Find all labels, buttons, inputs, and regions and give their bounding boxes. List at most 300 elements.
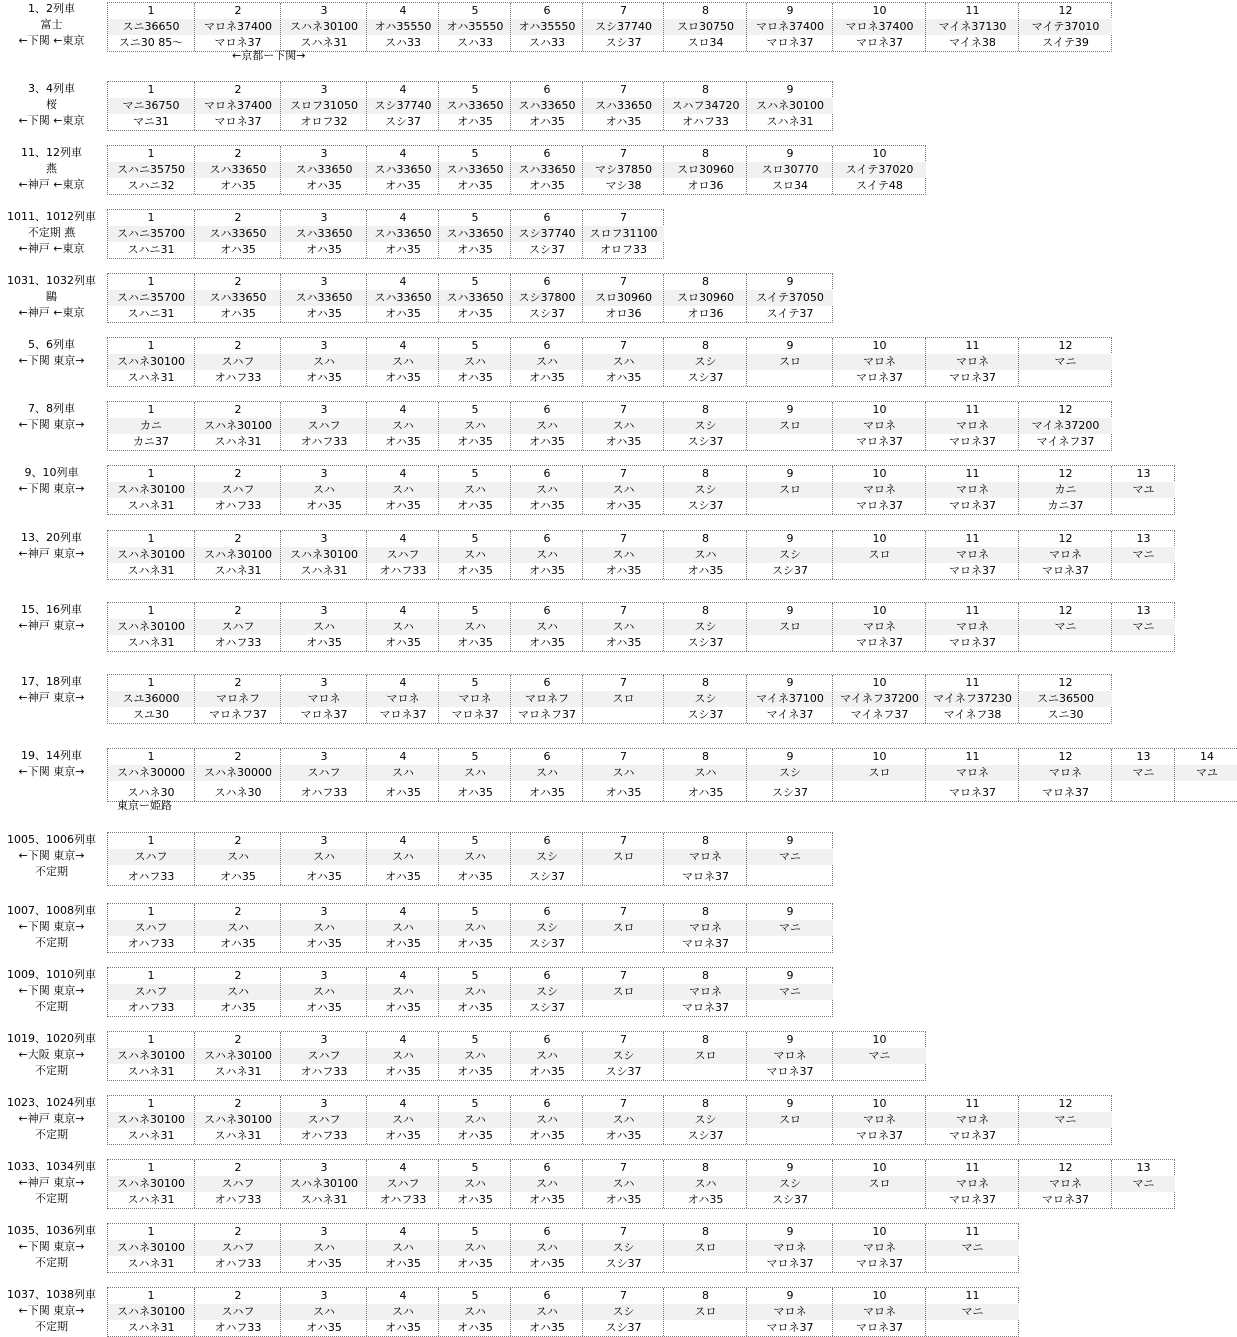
- car-type: スハネ30100: [281, 547, 367, 563]
- car-class: オハ35: [385, 937, 421, 950]
- car-number: 4: [399, 339, 407, 352]
- train-label-line: 不定期: [35, 1192, 68, 1205]
- car-class: [926, 1320, 1019, 1336]
- car-type: スロ: [664, 1240, 747, 1256]
- car-type: スハネ30100: [108, 354, 194, 370]
- section-note: 東京ー姫路: [117, 799, 172, 812]
- car-number: 7: [620, 1161, 627, 1174]
- car-type: スハ: [367, 354, 439, 370]
- car-type: スシ: [664, 619, 747, 635]
- car-type: スハ: [511, 1112, 583, 1128]
- car-number: 12: [1058, 1161, 1073, 1174]
- car-type: マシ37850: [583, 162, 664, 178]
- car-class: オハ35: [306, 1321, 342, 1334]
- car-number: 1: [147, 339, 155, 352]
- train-label: [0, 81, 103, 129]
- car-cell: [582, 675, 664, 723]
- car-type: スハ: [367, 619, 439, 635]
- car-number: 1: [147, 211, 155, 224]
- car-cell: [582, 402, 664, 450]
- car-number: 5: [471, 969, 479, 982]
- car-number: 5: [471, 1033, 479, 1046]
- car-type: スハ: [583, 482, 664, 498]
- car-class: オハ35: [385, 499, 421, 512]
- car-class: マロネ37: [1042, 1193, 1089, 1206]
- train-label: [0, 903, 103, 951]
- car-class: オハ35: [605, 1129, 642, 1142]
- car-number: 9: [786, 1289, 794, 1302]
- car-type: スロ30960: [664, 162, 747, 178]
- car-number: 12: [1058, 467, 1073, 480]
- car-type: スハフ: [367, 1176, 439, 1192]
- car-class: [664, 1064, 747, 1080]
- car-class: オハ35: [306, 937, 342, 950]
- car-number: 5: [471, 532, 479, 545]
- car-number: 3: [320, 604, 328, 617]
- car-number: 10: [872, 604, 887, 617]
- train-label: [0, 1159, 103, 1207]
- car-number: 11: [965, 532, 980, 545]
- car-number: 1: [147, 604, 155, 617]
- car-class: スハニ32: [127, 179, 175, 192]
- car-number: 8: [702, 834, 709, 847]
- car-cell: [510, 531, 583, 579]
- car-type: スハ: [195, 920, 281, 936]
- car-type: マイネフ37200: [833, 691, 926, 707]
- car-class: オハ35: [385, 786, 421, 799]
- car-type: スハ: [511, 619, 583, 635]
- car-cell: [438, 466, 511, 514]
- car-number: 4: [399, 532, 407, 545]
- car-number: 8: [702, 4, 709, 17]
- car-class: スシ37: [385, 115, 421, 128]
- car-class: オハフ33: [682, 115, 729, 128]
- car-cell: [832, 749, 926, 801]
- car-type: マニ: [833, 1048, 926, 1064]
- car-type: スハ33650: [367, 290, 439, 306]
- car-number: 4: [399, 275, 407, 288]
- car-class: オハ35: [605, 636, 642, 649]
- car-type: スハ: [439, 920, 511, 936]
- car-type: スシ: [747, 547, 833, 563]
- car-class: マロネ37: [856, 435, 903, 448]
- car-class: オハフ33: [214, 1257, 262, 1270]
- car-type: スハ33650: [195, 290, 281, 306]
- car-class: オハ35: [385, 1129, 421, 1142]
- car-cell: [280, 1288, 367, 1336]
- car-class: スハネ31: [127, 371, 175, 384]
- car-class: スシ37: [772, 564, 808, 577]
- train-label: [0, 401, 103, 433]
- car-cell: [925, 675, 1019, 723]
- car-number: 4: [399, 83, 407, 96]
- car-cell: [280, 1160, 367, 1208]
- train-label: [0, 674, 103, 706]
- car-class: オハ35: [457, 1257, 493, 1270]
- car-cell: [663, 82, 747, 130]
- train-label: [0, 209, 103, 257]
- car-class: スシ37: [605, 1257, 642, 1270]
- car-class: オハ35: [605, 786, 642, 799]
- car-number: 9: [786, 532, 794, 545]
- car-number: 3: [320, 750, 328, 763]
- car-number: 1: [147, 905, 155, 918]
- car-class: オハ35: [605, 564, 642, 577]
- car-number: 8: [702, 147, 709, 160]
- car-cell: [366, 1032, 439, 1080]
- car-class: オロ36: [687, 307, 724, 320]
- car-number: 13: [1136, 604, 1151, 617]
- car-class: スハニ31: [127, 307, 175, 320]
- car-cell: [663, 904, 747, 952]
- car-type: スハ33650: [439, 98, 511, 114]
- car-cell: [510, 402, 583, 450]
- car-class: [1112, 563, 1175, 579]
- car-type: マロネ: [926, 547, 1019, 563]
- car-type: スハフ: [108, 920, 194, 936]
- car-type: スハ: [511, 1304, 583, 1320]
- car-class: オハ35: [306, 371, 342, 384]
- car-class: マロネ37: [856, 371, 903, 384]
- car-cell: [438, 833, 511, 885]
- car-cell: [582, 274, 664, 322]
- car-number: 3: [320, 211, 328, 224]
- train-label-line: 1031、1032列車: [7, 274, 96, 287]
- car-cell: [582, 338, 664, 386]
- car-number: 5: [471, 147, 479, 160]
- car-number: 4: [399, 905, 407, 918]
- car-cell: [832, 603, 926, 651]
- car-cell: [510, 675, 583, 723]
- car-cell: [108, 210, 194, 258]
- car-cell: [194, 1096, 281, 1144]
- car-number: 9: [786, 275, 794, 288]
- car-class: スシ37: [605, 36, 642, 49]
- car-number: 9: [786, 1097, 794, 1110]
- car-cell: [194, 146, 281, 194]
- train-label-line: ←神戸 東京→: [18, 619, 85, 632]
- car-type: スハ: [367, 482, 439, 498]
- car-type: スハ33650: [367, 162, 439, 178]
- train-label-line: ←神戸 東京→: [18, 1112, 85, 1125]
- formation-table: [107, 465, 1175, 515]
- car-class: オハ35: [457, 499, 493, 512]
- car-class: オハ35: [385, 1065, 421, 1078]
- car-cell: [194, 1288, 281, 1336]
- car-class: オハ35: [385, 636, 421, 649]
- car-cell: [663, 1224, 747, 1272]
- car-type: マロネ: [926, 765, 1019, 781]
- car-cell: [510, 603, 583, 651]
- car-cell: [510, 1096, 583, 1144]
- car-type: スハ: [281, 482, 367, 498]
- car-cell: [194, 466, 281, 514]
- train-label: [0, 1, 103, 49]
- car-number: 2: [234, 1289, 242, 1302]
- car-cell: [510, 1160, 583, 1208]
- car-class: オハ35: [385, 179, 421, 192]
- car-number: 5: [471, 905, 479, 918]
- car-type: マロネ: [833, 482, 926, 498]
- car-cell: [108, 1096, 194, 1144]
- car-type: マロネ37400: [747, 19, 833, 35]
- car-cell: [582, 603, 664, 651]
- car-class: スハネ31: [127, 1129, 175, 1142]
- car-cell: [925, 603, 1019, 651]
- car-cell: [438, 675, 511, 723]
- car-type: スハ: [439, 984, 511, 1000]
- car-class: オハフ33: [379, 1193, 427, 1206]
- car-number: 3: [320, 969, 328, 982]
- car-class: [664, 1256, 747, 1272]
- car-class: マニ31: [133, 115, 169, 128]
- car-type: スハネ30100: [108, 1048, 194, 1064]
- car-cell: [746, 1096, 833, 1144]
- car-cell: [194, 1032, 281, 1080]
- car-class: スシ37: [687, 435, 724, 448]
- car-type: スハ: [281, 619, 367, 635]
- car-cell: [746, 3, 833, 51]
- car-number: 10: [872, 750, 887, 763]
- car-class: スハネ31: [127, 1321, 175, 1334]
- car-class: [747, 936, 833, 952]
- car-class: [747, 370, 833, 386]
- formation-table: [107, 401, 1112, 451]
- car-type: スハ: [511, 1048, 583, 1064]
- car-class: [583, 936, 664, 952]
- car-class: オハフ33: [300, 786, 348, 799]
- car-cell: [438, 531, 511, 579]
- car-cell: [280, 531, 367, 579]
- train-label-line: 不定期: [35, 1128, 68, 1141]
- car-number: 6: [543, 750, 551, 763]
- car-class: オハ35: [220, 937, 256, 950]
- car-number: 1: [147, 403, 155, 416]
- car-cell: [280, 1032, 367, 1080]
- car-class: オハフ33: [127, 1001, 175, 1014]
- car-type: スロ: [747, 482, 833, 498]
- car-class: マシ38: [605, 179, 642, 192]
- car-type: マロネ37400: [833, 19, 926, 35]
- car-class: オハ35: [529, 636, 565, 649]
- car-class: オハ35: [220, 179, 256, 192]
- car-number: 4: [399, 211, 407, 224]
- car-number: 1: [147, 1161, 155, 1174]
- car-number: 4: [399, 1161, 407, 1174]
- car-number: 10: [872, 676, 887, 689]
- car-class: オハフ33: [214, 499, 262, 512]
- car-class: マロネ37: [949, 435, 996, 448]
- car-cell: [438, 82, 511, 130]
- car-number: 3: [320, 4, 328, 17]
- car-class: オハ35: [605, 371, 642, 384]
- car-number: 4: [399, 467, 407, 480]
- car-cell: [1018, 402, 1112, 450]
- car-class: オハ35: [687, 1193, 724, 1206]
- car-cell: [366, 338, 439, 386]
- car-cell: [438, 968, 511, 1016]
- car-number: 6: [543, 467, 551, 480]
- car-type: スシ: [511, 849, 583, 865]
- car-class: マロネ37: [766, 1321, 814, 1334]
- car-type: スロ: [583, 984, 664, 1000]
- car-cell: [925, 466, 1019, 514]
- car-cell: [194, 82, 281, 130]
- car-class: スシ37: [772, 786, 808, 799]
- car-cell: [194, 338, 281, 386]
- car-class: スシ37: [529, 243, 565, 256]
- car-number: 4: [399, 750, 407, 763]
- car-number: 6: [543, 211, 551, 224]
- car-type: スハ: [367, 849, 439, 865]
- car-cell: [280, 338, 367, 386]
- car-cell: [663, 402, 747, 450]
- car-number: 8: [702, 403, 709, 416]
- car-number: 2: [234, 275, 242, 288]
- car-type: スロ: [747, 1112, 833, 1128]
- car-cell: [194, 402, 281, 450]
- car-cell: [438, 146, 511, 194]
- car-cell: [108, 1224, 194, 1272]
- car-class: スハニ31: [127, 243, 175, 256]
- car-type: スハ: [664, 547, 747, 563]
- car-class: [1112, 1192, 1175, 1208]
- car-number: 7: [620, 467, 627, 480]
- car-type: スシ37740: [511, 226, 583, 242]
- formation-table: [107, 337, 1112, 387]
- car-cell: [194, 274, 281, 322]
- car-class: マロネ37: [856, 1257, 903, 1270]
- car-class: オハ35: [220, 243, 256, 256]
- car-class: マロネ37: [856, 499, 903, 512]
- car-type: スロ: [747, 354, 833, 370]
- car-number: 1: [147, 834, 155, 847]
- car-type: マイネフ37230: [926, 691, 1019, 707]
- car-cell: [194, 749, 281, 801]
- car-class: スニ30: [1047, 708, 1084, 721]
- car-type: マロネ: [664, 984, 747, 1000]
- car-type: スニ36500: [1019, 691, 1112, 707]
- car-number: 12: [1058, 4, 1073, 17]
- car-number: 2: [234, 211, 242, 224]
- car-cell: [438, 1160, 511, 1208]
- car-class: オロフ33: [600, 243, 647, 256]
- car-cell: [108, 146, 194, 194]
- car-class: マロネ37: [766, 36, 814, 49]
- train-label-line: ←神戸 ←東京: [18, 242, 85, 255]
- car-number: 7: [620, 83, 627, 96]
- car-cell: [925, 3, 1019, 51]
- car-cell: [366, 531, 439, 579]
- car-cell: [663, 274, 747, 322]
- car-type: スハ: [367, 984, 439, 1000]
- car-cell: [510, 1288, 583, 1336]
- car-number: 11: [965, 1289, 980, 1302]
- formation-table: [107, 967, 833, 1017]
- car-class: オハ35: [220, 307, 256, 320]
- car-number: 1: [147, 969, 155, 982]
- car-class: オハ35: [457, 1193, 493, 1206]
- car-type: スハ: [511, 547, 583, 563]
- train-label-line: ←神戸 ←東京: [18, 178, 85, 191]
- car-cell: [1018, 3, 1112, 51]
- car-cell: [280, 3, 367, 51]
- car-number: 12: [1058, 1097, 1073, 1110]
- car-type: マユ: [1175, 765, 1237, 781]
- train-label-line: ←下関 ←東京: [18, 34, 85, 47]
- car-cell: [438, 210, 511, 258]
- car-type: スシ: [664, 691, 747, 707]
- car-number: 6: [543, 339, 551, 352]
- car-class: スイテ48: [856, 179, 903, 192]
- car-class: オハ35: [457, 937, 493, 950]
- car-type: スロ: [833, 1176, 926, 1192]
- car-number: 9: [786, 4, 794, 17]
- car-cell: [746, 1160, 833, 1208]
- car-number: 13: [1136, 467, 1151, 480]
- car-number: 2: [234, 403, 242, 416]
- car-class: オハ35: [529, 1257, 565, 1270]
- train-label-line: 不定期: [35, 1320, 68, 1333]
- car-number: 9: [786, 969, 794, 982]
- car-class: スハ33: [457, 36, 493, 49]
- car-cell: [582, 466, 664, 514]
- car-number: 8: [702, 969, 709, 982]
- car-cell: [438, 3, 511, 51]
- car-number: 3: [320, 147, 328, 160]
- car-class: オハ35: [529, 1129, 565, 1142]
- car-type: スハ: [439, 765, 511, 781]
- train-label-line: ←大阪 東京→: [18, 1048, 85, 1061]
- car-cell: [510, 904, 583, 952]
- car-class: オハフ33: [214, 1193, 262, 1206]
- car-class: [583, 707, 664, 723]
- car-type: スロ30770: [747, 162, 833, 178]
- car-number: 9: [786, 905, 794, 918]
- car-cell: [663, 1160, 747, 1208]
- car-number: 3: [320, 403, 328, 416]
- train-label-line: 鷗: [46, 290, 57, 303]
- car-number: 3: [320, 676, 328, 689]
- car-number: 7: [620, 834, 627, 847]
- car-cell: [280, 1224, 367, 1272]
- car-class: オハ35: [605, 499, 642, 512]
- car-type: オハ35550: [439, 19, 511, 35]
- car-cell: [582, 968, 664, 1016]
- car-number: 10: [872, 1097, 887, 1110]
- car-cell: [194, 675, 281, 723]
- car-cell: [438, 1224, 511, 1272]
- car-type: スハ33650: [439, 162, 511, 178]
- car-cell: [1018, 466, 1112, 514]
- car-class: オハ35: [529, 499, 565, 512]
- car-number: 9: [786, 834, 794, 847]
- car-cell: [582, 210, 664, 258]
- car-class: オハ35: [457, 786, 493, 799]
- car-cell: [1111, 466, 1175, 514]
- car-type: スハネ30100: [195, 418, 281, 434]
- car-number: 4: [399, 676, 407, 689]
- car-class: オハフ33: [214, 371, 262, 384]
- car-number: 7: [620, 1097, 627, 1110]
- car-class: マイネフ38: [943, 708, 1002, 721]
- car-type: スハ: [281, 920, 367, 936]
- car-type: マロネ: [1019, 547, 1112, 563]
- car-class: マロネ37: [1042, 786, 1089, 799]
- car-type: マニ: [1112, 765, 1175, 781]
- car-class: オハ35: [529, 564, 565, 577]
- car-number: 2: [234, 1161, 242, 1174]
